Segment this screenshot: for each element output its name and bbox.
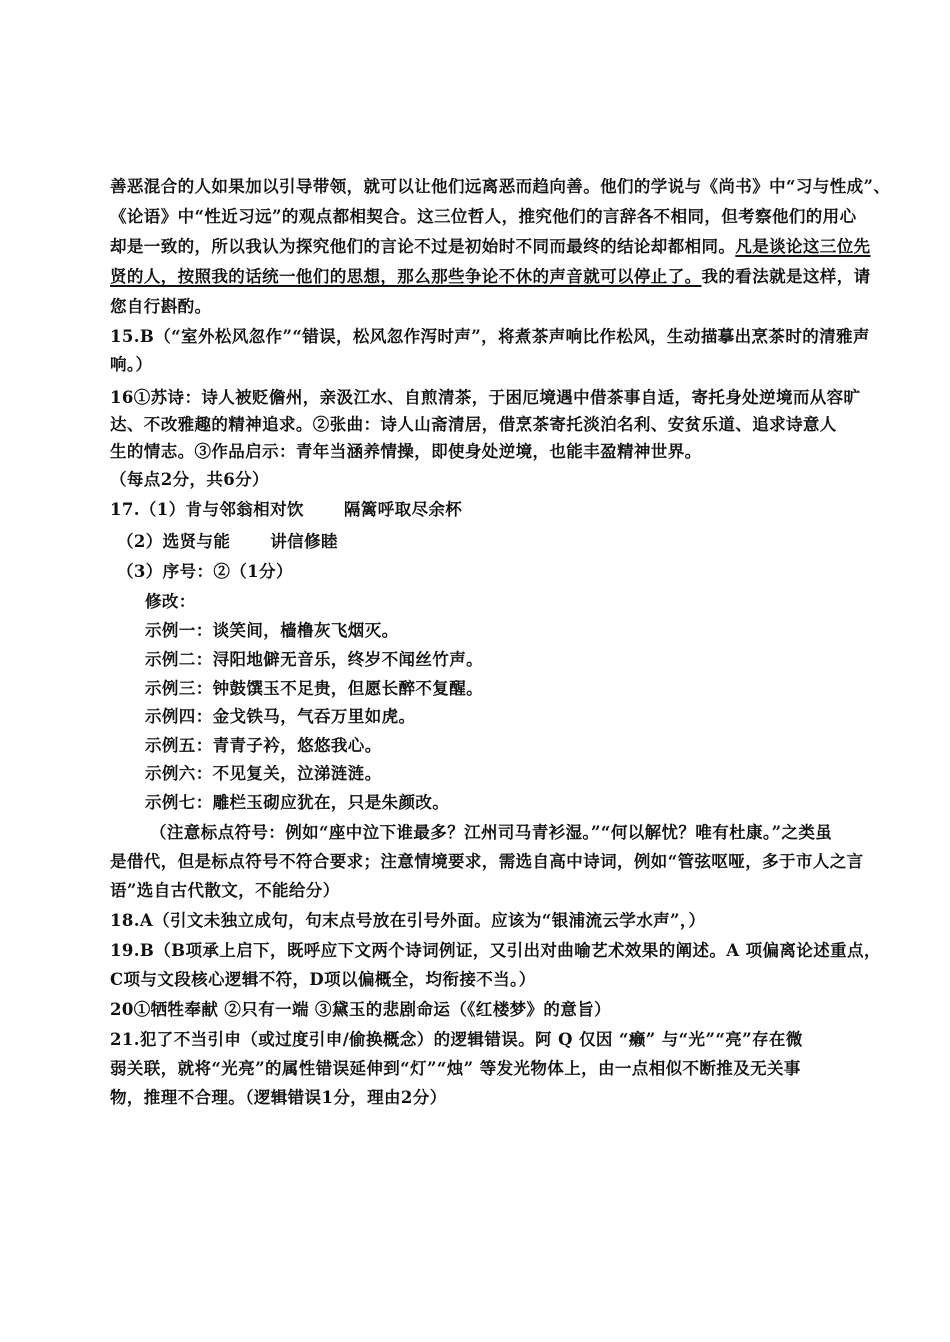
q17-answer: 讲信修睦 [270,532,338,551]
q17-note: 语”选自古代散文，不能给分） [110,881,340,900]
q17-answer: （2）选贤与能 [117,532,231,551]
text-line: 善恶混合的人如果加以引导带领，就可以让他们远离恶而趋向善。他们的学说与《尚书》中“习与性成”、 [110,177,891,196]
q17-modify-label: 修改： [145,592,196,611]
plain-text: 却是一致的，所以我认为探究他们的言论不过是初始时不同而最终的结论却都相同。 [110,237,736,256]
q21-line: 弱关联，就将“光亮”的属性错误延伸到“灯”“烛” 等发光物体上，由一点相似不断推及无关事 [110,1059,801,1078]
q21-line: 21.犯了不当引申（或过度引申/偷换概念）的逻辑错误。阿 Q 仅因 “癞” 与“光”“亮”存在微 [110,1030,803,1049]
text-line: 您自行斟酌。 [110,297,212,316]
q16-line: 16①苏诗：诗人被贬儋州，亲汲江水、自煎清茶，于困厄境遇中借茶事自适，寄托身处逆境而从容旷 [110,388,861,407]
q15-line: 响。） [110,355,153,374]
q19-line: 19.B（B项承上启下，既呼应下文两个诗词例证，又引出对曲喻艺术效果的阐述。A 项偏离论述重点， [110,941,881,960]
q17-answer: 17.（1）肯与邻翁相对饮 [110,500,304,519]
q17-example: 示例七：雕栏玉砌应犹在，只是朱颜改。 [145,793,450,812]
q19-line: C项与文段核心逻辑不符，D项以偏概全，均衔接不当。） [110,970,536,989]
q18-line: 18.A（引文未独立成句，句末点号放在引号外面。应该为“银浦流云学水声”，） [110,911,706,930]
plain-text: 我的看法就是这样，请 [701,267,871,286]
text-line [110,236,871,258]
q16-line: 达、不改雅趣的精神追求。②张曲：诗人山斋清居，借烹茶寄托淡泊名利、安贫乐道、追求诗意人 [110,415,837,434]
text-line: 《论语》中“性近习远”的观点都相契合。这三位哲人，推究他们的言辞各不相同，但考察他们的用心 [110,207,857,226]
underlined-text: 贤的人，按照我的话统一他们的思想，那么那些争论不休的声音就可以停止了。 [110,267,702,286]
underlined-text: 凡是谈论这三位先 [735,237,871,256]
q17-example: 示例六：不见复关，泣涕涟涟。 [145,764,382,783]
text-line [110,266,871,288]
q17-note: （注意标点符号：例如“座中泣下谁最多？江州司马青衫湿。”“何以解忧？唯有杜康。”之类虽 [150,823,833,842]
q16-line: 生的情志。③作品启示：青年当涵养情操，即使身处逆境，也能丰盈精神世界。 [110,442,702,461]
q17-example: 示例五：青青子衿，悠悠我心。 [145,736,382,755]
q17-example: 示例四：金戈铁马，气吞万里如虎。 [145,707,416,726]
q17-part2 [117,531,338,553]
q17-answer: 隔篱呼取尽余杯 [343,500,463,519]
q17-part1 [110,499,462,521]
q15-line: 15.B（“室外松风忽作”“错误，松风忽作泻时声”，将煮茶声响比作松风，生动描摹出烹茶时的清雅声 [110,327,870,346]
q17-note: 是借代，但是标点符号不符合要求；注意情境要求，需选自高中诗词，例如“管弦呕哑，多于市人之言 [110,852,864,871]
q17-example: 示例二：浔阳地僻无音乐，终岁不闻丝竹声。 [145,650,483,669]
q17-example: 示例一：谈笑间，樯橹灰飞烟灭。 [145,621,399,640]
q16-score: （每点2分，共6分） [110,470,269,489]
q20-line: 20①牺牲奉献 ②只有一端 ③黛玉的悲剧命运（《红楼梦》的意旨） [110,1000,611,1019]
q21-line: 物，推理不合理。（逻辑错误1分，理由2分） [110,1088,447,1107]
q17-part3: （3）序号：②（1分） [117,562,293,581]
q17-example: 示例三：钟鼓馔玉不足贵，但愿长醉不复醒。 [145,679,483,698]
